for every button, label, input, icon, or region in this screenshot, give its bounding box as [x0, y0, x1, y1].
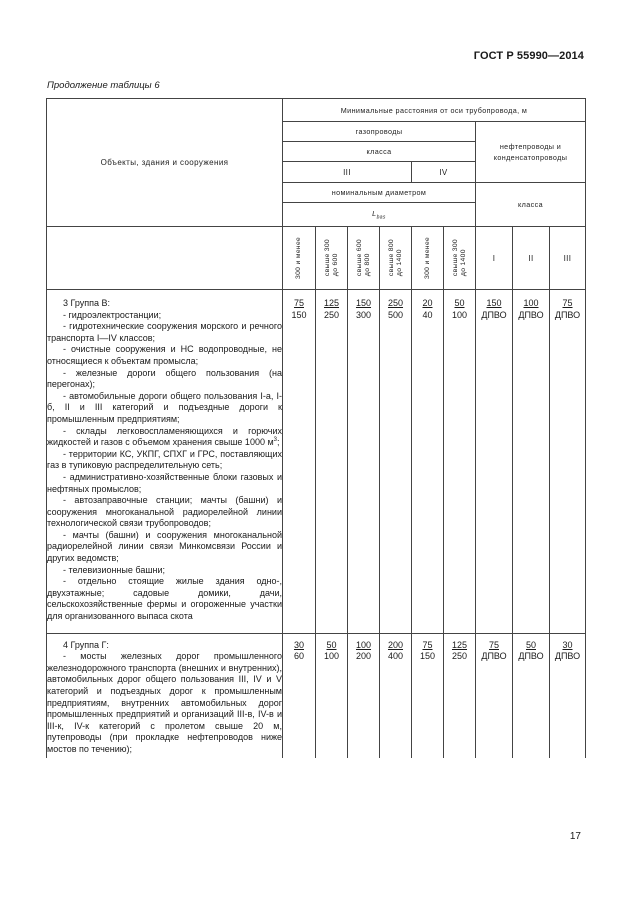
value-cell: 30 60: [283, 640, 316, 758]
header-separator: [47, 290, 586, 299]
oil-class-III: III: [550, 227, 586, 290]
header-dn: $L_{bas}$: [283, 203, 476, 227]
value-cell: 125 250: [444, 640, 476, 758]
value-cell: 50 100: [444, 298, 476, 623]
table-row: [47, 640, 586, 758]
header-nominal-diameter: номинальным диаметром: [283, 183, 476, 203]
diameter-col-2: свыше 300 до 600: [316, 227, 348, 290]
value-cell: 75 ДПВО: [476, 640, 513, 758]
diameter-col-5: 300 и менее: [412, 227, 444, 290]
diameter-col-6: свыше 300 до 1400: [444, 227, 476, 290]
row-objects-group-g: 4 Группа Г: - мосты железных дорог промышленного железнодорожного транспорта (внешних и внутренних), автомобильных дорог общего пользования III, IV и V категорий и подъездных дорог к промышленным предприятиям, внутренних автомобильных дорог промышленных предприятий и организаций III-в, IV-в и III-к, IV-к категорий с пролетом свыше 20 м, путепроводы (при прокладке нефтепроводов ниже мостов по течению);: [47, 640, 283, 758]
table-row: [47, 298, 586, 623]
diameter-col-1: 300 и менее: [283, 227, 316, 290]
value-cell: 50 ДПВО: [513, 640, 550, 758]
value-cell: 100 ДПВО: [513, 298, 550, 623]
table-continuation-caption: Продолжение таблицы 6: [47, 80, 160, 91]
value-cell: 125 250: [316, 298, 348, 623]
diameter-col-3: свыше 600 до 800: [348, 227, 380, 290]
oil-class-II: II: [513, 227, 550, 290]
row-objects-group-v: 3 Группа В: - гидроэлектростанции; - гидротехнические сооружения морского и речного транспорта I—IV классов; - очистные сооружения и НС водопроводные, не относящиеся к объектам промысла; - железные дороги общего пользования (на перегонах); - автомобильные дороги общего пользования I-а, I-б, II и III категорий и подъездные дороги к промышленным предприятиям; - склады легковоспламеняющихся и горючих жидкостей и газов с объемом хранения свыше 1000 $м^3$; - территории КС, УКПГ, СПХГ и ГРС, поставляющих газ в тупиковую распределительную сеть; - административно-хозяйственные блоки газовых и нефтяных промыслов; - автозаправочные станции; мачты (башни) и сооружения многоканальной радиорелейной линии технологической связи трубопроводов; - мачты (башни) и сооружения многоканальной радиорелейной линии связи Минкомсвязи России и других ведомств; - телевизионные башни; - отдельно стоящие жилые здания одно-, двухэтажные; садовые домики, дачи, сельскохозяйственные фермы и огороженные участки для организованного выпаса скота: [47, 298, 282, 622]
header-gas-class: класса: [283, 142, 476, 162]
diameter-col-4: свыше 800 до 1400: [380, 227, 412, 290]
header-oil-pipelines: нефтепроводы и конденсатопроводы: [476, 122, 586, 183]
page-number: 17: [569, 831, 581, 842]
value-cell: 50 100: [316, 640, 348, 758]
value-cell: 75 ДПВО: [550, 298, 586, 623]
value-cell: 150 ДПВО: [476, 298, 513, 623]
header-min-distance: Минимальные расстояния от оси трубопровода, м: [283, 99, 586, 122]
header-oil-class: класса: [476, 183, 586, 227]
header-objects-cont: [47, 227, 283, 290]
value-cell: 30 ДПВО: [550, 640, 586, 758]
oil-class-I: I: [476, 227, 513, 290]
value-cell: 250 500: [380, 298, 412, 623]
value-cell: 75 150: [412, 640, 444, 758]
value-cell: 200 400: [380, 640, 412, 758]
distance-table: [46, 98, 586, 758]
value-cell: 20 40: [412, 298, 444, 623]
row-divider: [47, 623, 586, 634]
standard-code: ГОСТ Р 55990—2014: [473, 50, 584, 62]
value-cell: 100 200: [348, 640, 380, 758]
value-cell: 150 300: [348, 298, 380, 623]
value-cell: 75 150: [283, 298, 316, 623]
header-objects: Объекты, здания и сооружения: [47, 99, 283, 227]
header-gas-pipelines: газопроводы: [283, 122, 476, 142]
gas-class-IV: IV: [412, 162, 476, 183]
gas-class-III: III: [283, 162, 412, 183]
